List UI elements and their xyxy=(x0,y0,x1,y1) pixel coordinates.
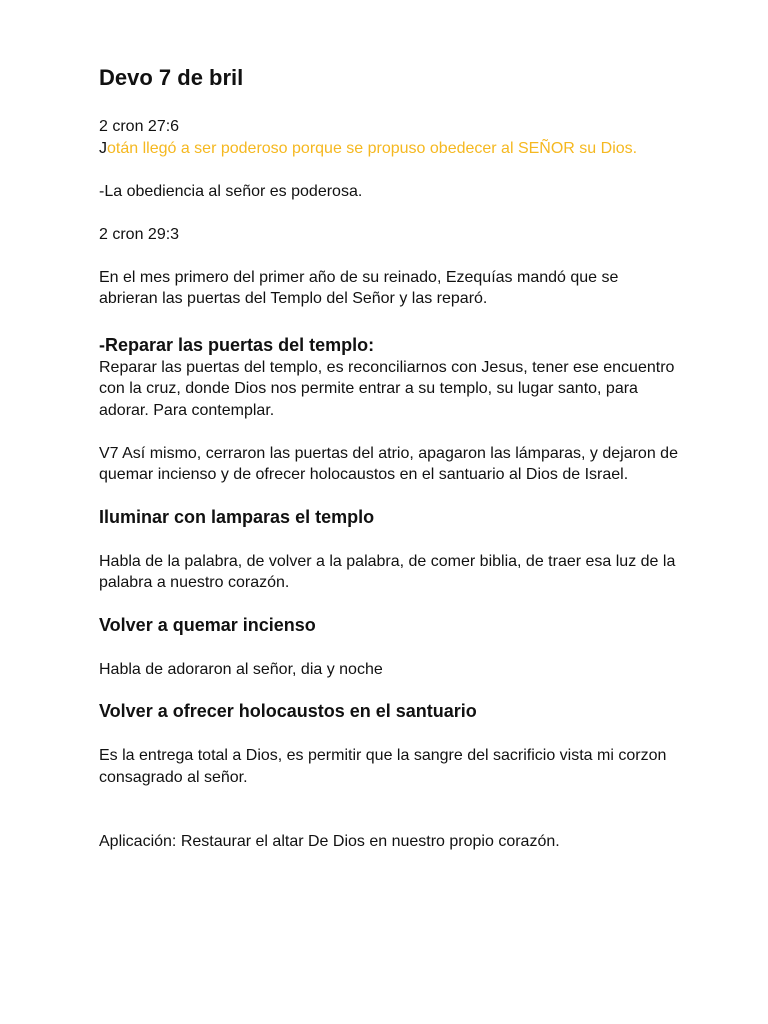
paragraph-offerings: Es la entrega total a Dios, es permitir que la sangre del sacrificio vista mi corzon consagrado al señor. xyxy=(99,747,667,786)
scripture-verse-2: En el mes primero del primer año de su reinado, Ezequías mandó que se abrieran las puertas del Templo del Señor y las reparó. xyxy=(99,268,619,307)
scripture-verse-1 xyxy=(99,138,679,160)
section-heading-incense: Volver a quemar incienso xyxy=(99,614,316,635)
scripture-reference-2: 2 cron 29:3 xyxy=(99,225,180,243)
section-heading-offerings: Volver a ofrecer holocaustos en el santuario xyxy=(99,701,477,721)
verse-highlight-text: otán llegó a ser poderoso porque se propuso obedecer al SEÑOR su Dios. xyxy=(107,139,638,157)
paragraph-incense: Habla de adoraron al señor, dia y noche xyxy=(99,660,383,678)
section-heading-lamps: Iluminar con lamparas el templo xyxy=(99,506,375,527)
paragraph-repair-doors: Reparar las puertas del templo, es reconciliarnos con Jesus, tener ese encuentro con la cruz, donde Dios nos permite entrar a su templo, su lugar santo, para adorar. Para contemplar. xyxy=(99,358,675,419)
page-title: Devo 7 de bril xyxy=(99,65,244,90)
application-note: Aplicación: Restaurar el altar De Dios en nuestro propio corazón. xyxy=(99,833,560,850)
section-heading-repair-doors: -Reparar las puertas del templo: xyxy=(99,334,375,355)
paragraph-lamps: Habla de la palabra, de volver a la palabra, de comer biblia, de traer esa luz de la palabra a nuestro corazón. xyxy=(99,552,676,591)
note-obedience: -La obediencia al señor es poderosa. xyxy=(99,182,363,200)
paragraph-verse-7: V7 Así mismo, cerraron las puertas del atrio, apagaron las lámparas, y dejaron de quemar incienso y de ofrecer holocaustos en el santuario al Dios de Israel. xyxy=(99,444,678,483)
document-page xyxy=(99,62,679,853)
verse-first-letter: J xyxy=(99,139,107,157)
scripture-reference-1: 2 cron 27:6 xyxy=(99,118,180,135)
